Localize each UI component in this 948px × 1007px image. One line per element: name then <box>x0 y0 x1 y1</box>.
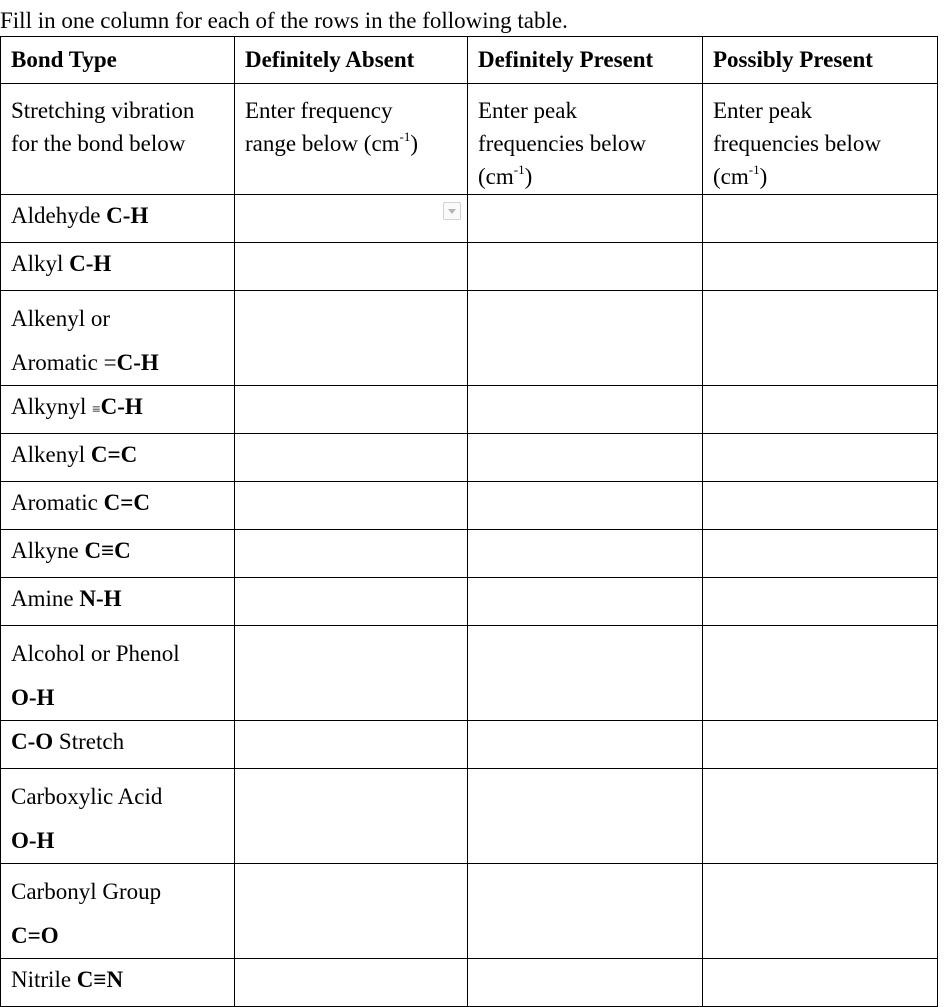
header-definitely-present: Definitely Present <box>468 37 703 84</box>
subheader-possible: Enter peak frequencies below $(cm^{-1})$ <box>703 84 938 195</box>
bond-label: Alkynyl ≡C-H <box>1 386 235 434</box>
answer-cell-present[interactable] <box>468 434 703 482</box>
answer-cell-possible[interactable] <box>703 195 938 243</box>
bond-label: Aldehyde C-H <box>1 195 235 243</box>
table-row <box>1 434 938 482</box>
answer-cell-possible[interactable] <box>703 721 938 769</box>
answer-cell-present[interactable] <box>468 578 703 626</box>
answer-cell-present[interactable] <box>468 721 703 769</box>
answer-cell-possible[interactable] <box>703 434 938 482</box>
bond-label: Amine N-H <box>1 578 235 626</box>
header-row <box>1 37 938 84</box>
subheader-present: Enter peak frequencies below $(cm^{-1})$ <box>468 84 703 195</box>
table-row <box>1 721 938 769</box>
table-row <box>1 243 938 291</box>
bond-label: Alkenyl or Aromatic =C-H <box>1 291 235 386</box>
table-row <box>1 578 938 626</box>
answer-cell-absent[interactable] <box>235 386 468 434</box>
answer-cell-possible[interactable] <box>703 386 938 434</box>
answer-cell-absent[interactable] <box>235 291 468 386</box>
answer-cell-possible[interactable] <box>703 959 938 1007</box>
subheader-row <box>1 84 938 195</box>
answer-cell-absent[interactable] <box>235 769 468 864</box>
answer-cell-absent[interactable] <box>235 195 468 243</box>
table-row <box>1 864 938 959</box>
answer-cell-present[interactable] <box>468 386 703 434</box>
answer-cell-possible[interactable] <box>703 482 938 530</box>
answer-cell-absent[interactable] <box>235 578 468 626</box>
answer-cell-present[interactable] <box>468 769 703 864</box>
answer-cell-possible[interactable] <box>703 769 938 864</box>
subheader-absent: Enter frequency range below $(cm^{-1})$ <box>235 84 468 195</box>
answer-cell-present[interactable] <box>468 959 703 1007</box>
table-row <box>1 386 938 434</box>
answer-cell-absent[interactable] <box>235 243 468 291</box>
answer-cell-absent[interactable] <box>235 482 468 530</box>
answer-cell-present[interactable] <box>468 291 703 386</box>
table-row <box>1 769 938 864</box>
answer-cell-absent[interactable] <box>235 864 468 959</box>
answer-cell-present[interactable] <box>468 626 703 721</box>
answer-cell-absent[interactable] <box>235 434 468 482</box>
bond-label: Nitrile C≡N <box>1 959 235 1007</box>
answer-cell-present[interactable] <box>468 243 703 291</box>
answer-cell-possible[interactable] <box>703 864 938 959</box>
answer-cell-possible[interactable] <box>703 530 938 578</box>
table-row <box>1 959 938 1007</box>
answer-cell-possible[interactable] <box>703 578 938 626</box>
bond-rows <box>1 195 938 1007</box>
table-row <box>1 626 938 721</box>
instructions: Fill in one column for each of the rows in the following table. <box>0 8 568 33</box>
bond-label: Alkyne C≡C <box>1 530 235 578</box>
bond-label: Aromatic C=C <box>1 482 235 530</box>
answer-cell-present[interactable] <box>468 864 703 959</box>
bond-label: Carbonyl Group C=O <box>1 864 235 959</box>
answer-cell-possible[interactable] <box>703 626 938 721</box>
header-definitely-absent: Definitely Absent <box>235 37 468 84</box>
dropdown-arrow-icon[interactable] <box>443 202 461 220</box>
bond-label: Alkenyl C=C <box>1 434 235 482</box>
answer-cell-absent[interactable] <box>235 721 468 769</box>
table-row <box>1 291 938 386</box>
answer-cell-present[interactable] <box>468 195 703 243</box>
answer-cell-present[interactable] <box>468 482 703 530</box>
answer-cell-absent[interactable] <box>235 530 468 578</box>
table-row <box>1 195 938 243</box>
bond-label: Alcohol or Phenol O-H <box>1 626 235 721</box>
bond-label: Carboxylic Acid O-H <box>1 769 235 864</box>
bond-label: C-O Stretch <box>1 721 235 769</box>
subheader-bond: Stretching vibration for the bond below <box>1 84 235 195</box>
ir-bond-table <box>0 36 938 1007</box>
header-possibly-present: Possibly Present <box>703 37 938 84</box>
answer-cell-possible[interactable] <box>703 243 938 291</box>
table-row <box>1 530 938 578</box>
answer-cell-present[interactable] <box>468 530 703 578</box>
header-bond-type: Bond Type <box>1 37 235 84</box>
bond-label: Alkyl C-H <box>1 243 235 291</box>
answer-cell-absent[interactable] <box>235 626 468 721</box>
answer-cell-absent[interactable] <box>235 959 468 1007</box>
answer-cell-possible[interactable] <box>703 291 938 386</box>
table-row <box>1 482 938 530</box>
